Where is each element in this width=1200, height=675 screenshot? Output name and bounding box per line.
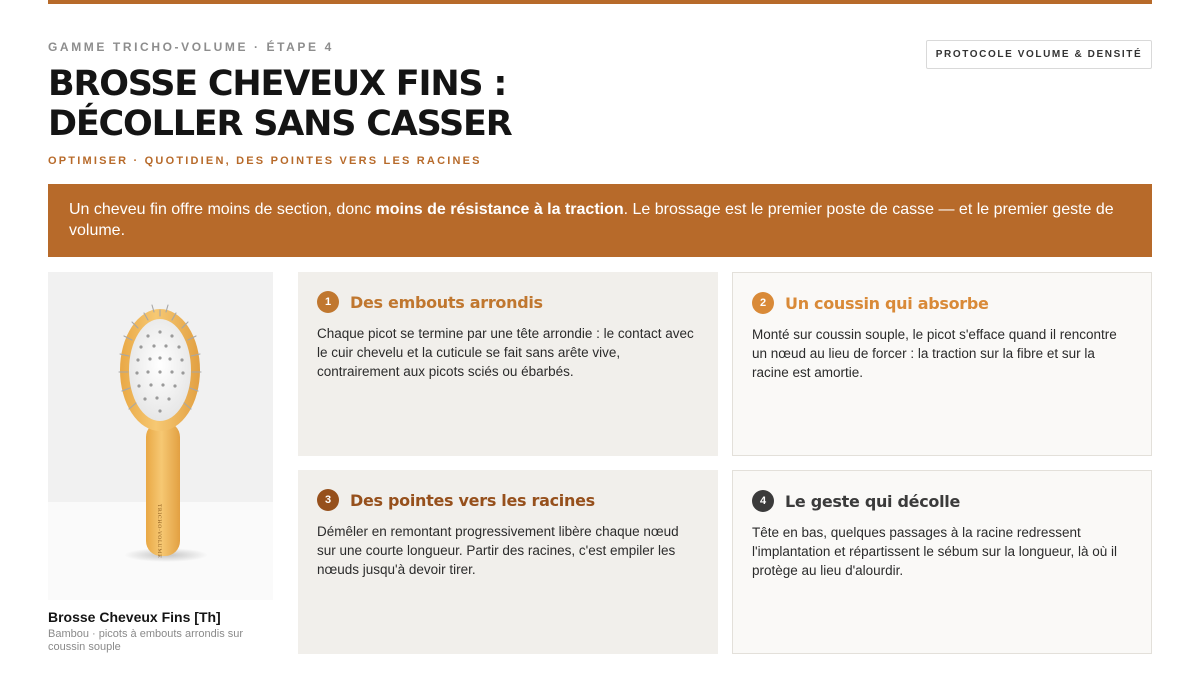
banner-text-emphasis: moins de résistance à la traction	[375, 201, 624, 218]
product-image	[48, 272, 273, 600]
feature-card-1	[298, 272, 718, 456]
step-number-badge: 3	[317, 489, 339, 511]
feature-card-4	[732, 470, 1152, 654]
feature-card-2	[732, 272, 1152, 456]
page-subtitle: OPTIMISER · QUOTIDIEN, DES POINTES VERS LES RACINES	[48, 155, 482, 167]
card-header	[317, 488, 699, 512]
series-kicker: GAMME TRICHO-VOLUME · ÉTAPE 4	[48, 40, 334, 54]
card-title: Le geste qui décolle	[785, 491, 961, 511]
card-title: Des embouts arrondis	[350, 292, 543, 312]
card-text: Chaque picot se termine par une tête arrondie : le contact avec le cuir chevelu et la cuticule se fait sans arête vive, contrairement aux picots sciés ou ébarbés.	[317, 326, 694, 379]
card-header	[752, 291, 1132, 315]
page-title-line-1: BROSSE CHEVEUX FINS :	[48, 64, 507, 104]
step-number-badge: 1	[317, 291, 339, 313]
banner-text-start: Un cheveu fin offre moins de section, donc	[69, 201, 376, 218]
feature-card-3	[298, 470, 718, 654]
step-number-badge: 2	[752, 292, 774, 314]
card-title: Des pointes vers les racines	[350, 490, 595, 510]
step-number-badge: 4	[752, 490, 774, 512]
protocol-badge[interactable]: PROTOCOLE VOLUME & DENSITÉ	[926, 40, 1152, 69]
page-title-line-2: DÉCOLLER SANS CASSER	[48, 104, 512, 144]
intro-banner	[48, 184, 1152, 257]
hairbrush-illustration	[48, 272, 273, 600]
card-header	[317, 290, 699, 314]
page-title	[48, 64, 512, 144]
card-header	[752, 489, 1132, 513]
card-text: Tête en bas, quelques passages à la racine redressent l'implantation et répartissent le sébum sur la longueur, là où il protège au lieu d'alourdir.	[752, 525, 1118, 578]
card-text: Monté sur coussin souple, le picot s'efface quand il rencontre un nœud au lieu de forcer : la traction sur la fibre et sur la racine est amortie.	[752, 327, 1117, 380]
product-name: Brosse Cheveux Fins [Th]	[48, 609, 221, 625]
card-text: Démêler en remontant progressivement libère chaque nœud sur une courte longueur. Partir des racines, c'est empiler les nœuds jusqu'à devoir tirer.	[317, 524, 679, 577]
product-description: Bambou · picots à embouts arrondis sur coussin souple	[48, 628, 244, 653]
card-title: Un coussin qui absorbe	[785, 293, 989, 313]
top-accent-rule	[48, 0, 1152, 4]
banner-text-end: . Le brossage est le premier poste de casse — et le premier geste de volume.	[69, 201, 1114, 239]
handle-engraving: TRICHO-VOLUME	[156, 504, 162, 559]
